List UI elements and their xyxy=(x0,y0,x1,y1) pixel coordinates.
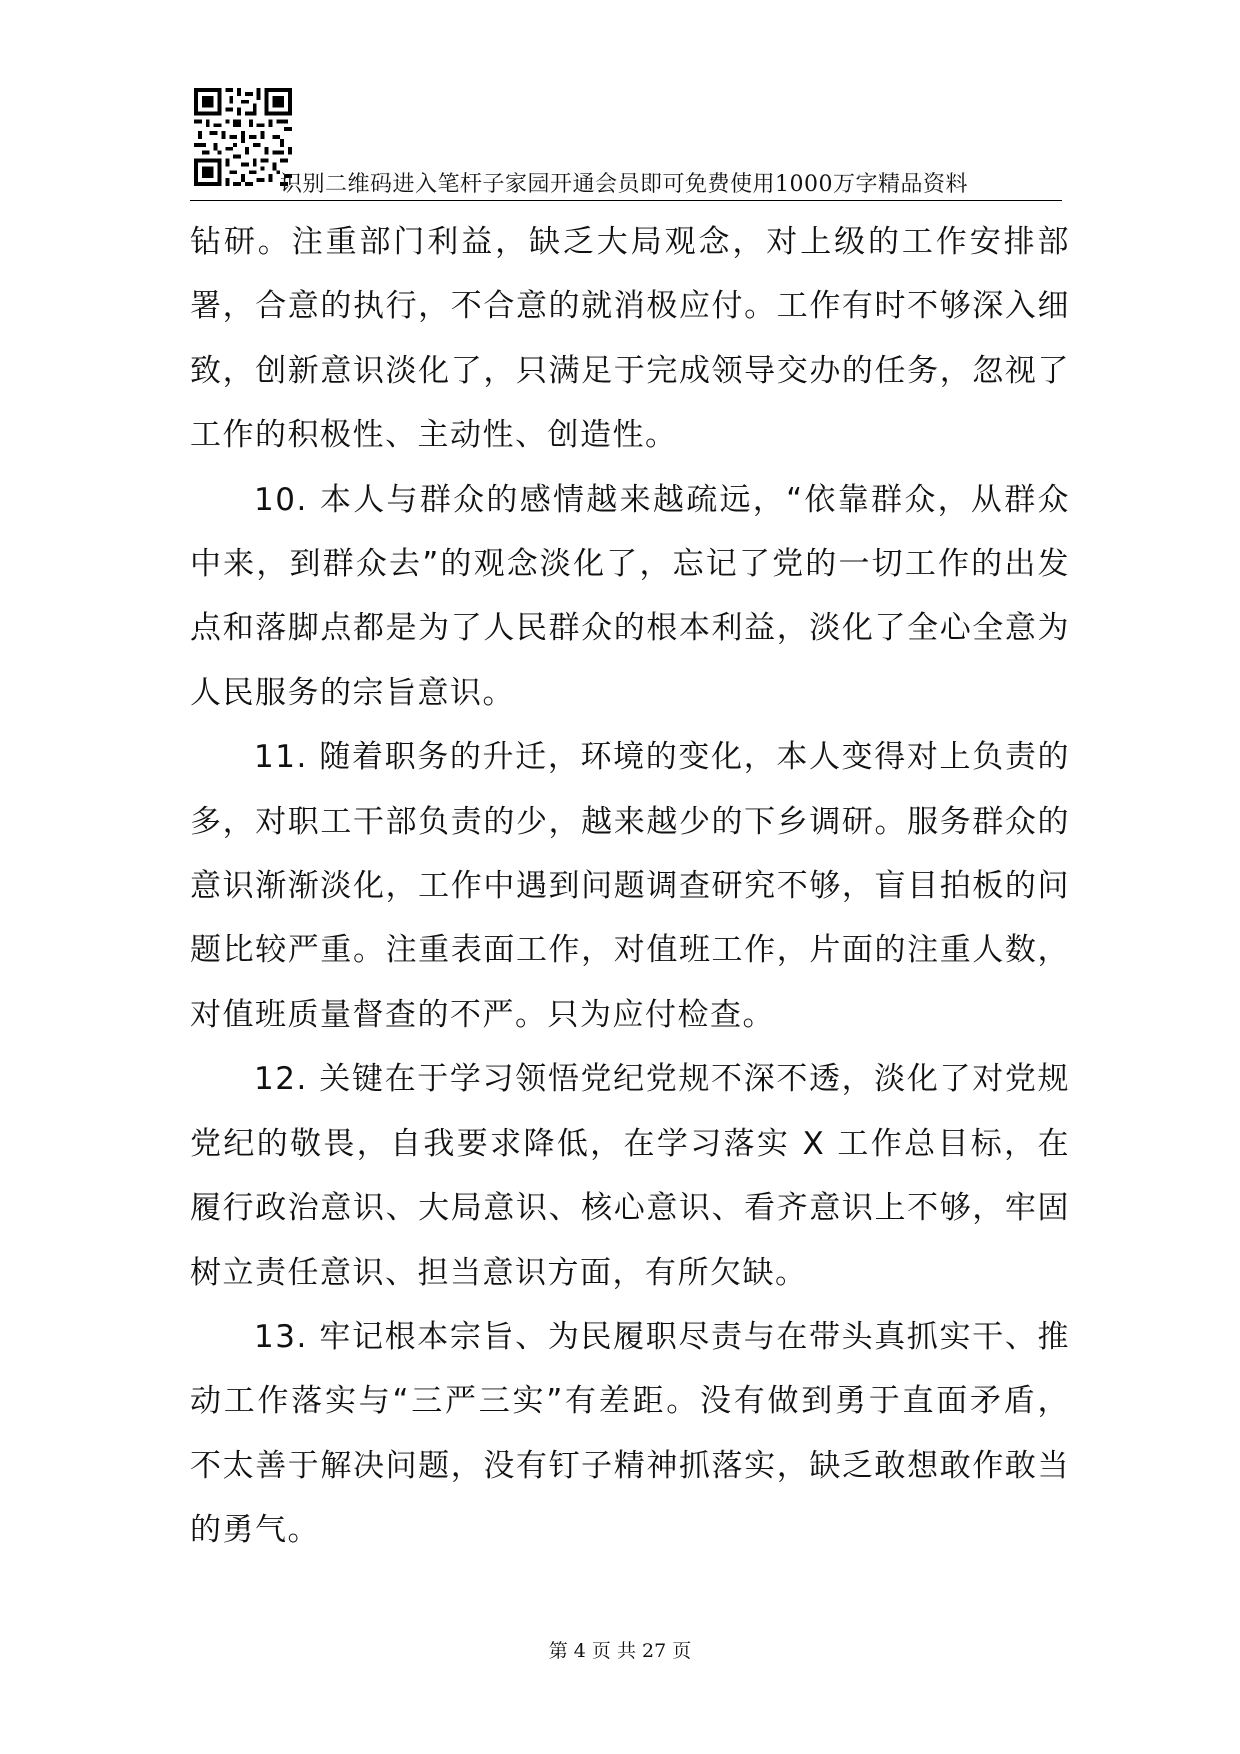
paragraph-item-11: 11. 随着职务的升迁，环境的变化，本人变得对上负责的多，对职工干部负责的少，越来越少的下乡调研。服务群众的意识渐渐淡化，工作中遇到问题调查研究不够，盲目拍板的问题比较严重。注重表面工作，对值班工作，片面的注重人数，对值班质量督查的不严。只为应付检查。 xyxy=(190,739,1070,1033)
qr-code-icon xyxy=(194,88,292,186)
paragraph-item-13: 13. 牢记根本宗旨、为民履职尽责与在带头真抓实干、推动工作落实与“三严三实”有差距。没有做到勇于直面矛盾，不太善于解决问题，没有钉子精神抓落实，缺乏敢想敢作敢当的勇气。 xyxy=(190,1318,1070,1549)
paragraph-item-12: 12. 关键在于学习领悟党纪党规不深不透，淡化了对党规党纪的敬畏，自我要求降低，在学习落实 X 工作总目标，在履行政治意识、大局意识、核心意识、看齐意识上不够，牢固树立责任意识、担当意识方面，有所欠缺。 xyxy=(190,1061,1070,1291)
page-number: 第 4 页 共 27 页 xyxy=(548,1640,692,1662)
header-divider xyxy=(190,200,1062,201)
paragraph-item-10: 10. 本人与群众的感情越来越疏远，“依靠群众，从群众中来，到群众去”的观念淡化了，忘记了党的一切工作的出发点和落脚点都是为了人民群众的根本利益，淡化了全心全意为人民服务的宗旨意识。 xyxy=(190,481,1070,711)
paragraph-continued: 钻研。注重部门利益，缺乏大局观念，对上级的工作安排部署，合意的执行，不合意的就消极应付。工作有时不够深入细致，创新意识淡化了，只满足于完成领导交办的任务，忽视了工作的积极性、主动性、创造性。 xyxy=(190,224,1070,454)
header-banner: 识别二维码进入笔杆子家园开通会员即可免费使用1000万字精品资料 xyxy=(280,172,968,197)
document-body xyxy=(190,210,1070,1563)
